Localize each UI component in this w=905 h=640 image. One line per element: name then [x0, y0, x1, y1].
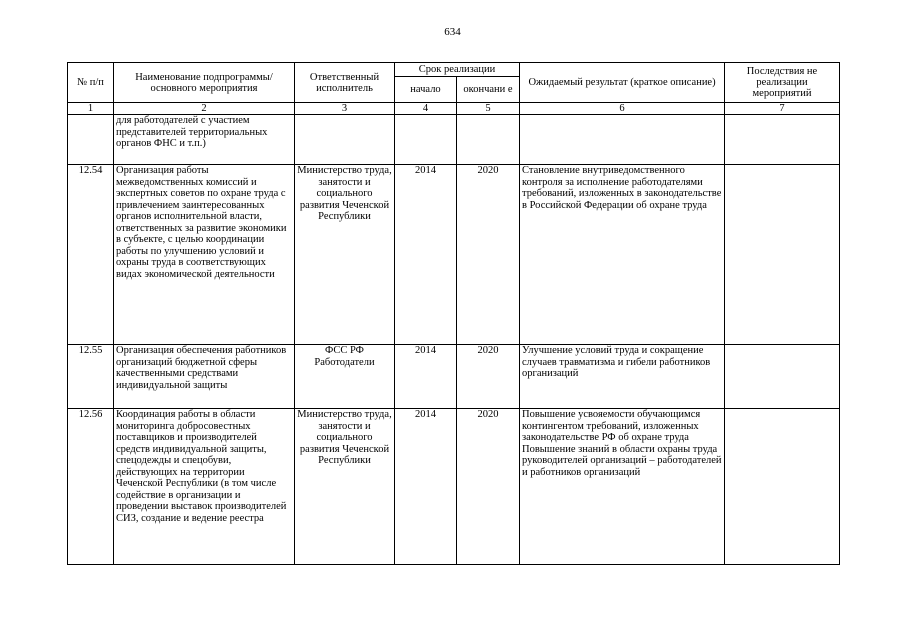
row-result: [520, 115, 725, 165]
column-number: 7: [725, 103, 840, 115]
row-result: Становление внутриведомственного контроля за исполнение работодателями требований, изложенных в законодательстве в Российской Федерации об охране труда: [520, 165, 725, 345]
row-start: 2014: [395, 409, 457, 565]
column-number: 3: [295, 103, 395, 115]
row-consequences: [725, 165, 840, 345]
table-row: [68, 345, 840, 409]
row-name: Организация обеспечения работников организаций бюджетной сферы качественными средствами индивидуальной защиты: [114, 345, 295, 409]
row-start: 2014: [395, 345, 457, 409]
row-num: [68, 115, 114, 165]
header-num: № п/п: [68, 63, 114, 103]
row-end: 2020: [457, 165, 520, 345]
header-period: Срок реализации: [395, 63, 520, 77]
row-executor: ФСС РФ Работодатели: [295, 345, 395, 409]
row-name: Координация работы в области мониторинга добросовестных поставщиков и производителей средств индивидуальной защиты, спецодежды и спецобуви, действующих на территории Чеченской Республики (в том числе содействие в организации и проведении выставок производителей СИЗ, создание и ведение реестра: [114, 409, 295, 565]
row-executor: [295, 115, 395, 165]
column-number: 6: [520, 103, 725, 115]
row-consequences: [725, 409, 840, 565]
column-number: 5: [457, 103, 520, 115]
row-end: 2020: [457, 345, 520, 409]
column-number: 2: [114, 103, 295, 115]
row-result: Улучшение условий труда и сокращение случаев травматизма и гибели работников организаций: [520, 345, 725, 409]
row-result: Повышение усвояемости обучающимся контингентом требований, изложенных законодательстве РФ об охране труда Повышение знаний в области охраны труда руководителей организаций – работодателей и работников организаций: [520, 409, 725, 565]
header-result: Ожидаемый результат (краткое описание): [520, 63, 725, 103]
header-executor: Ответственный исполнитель: [295, 63, 395, 103]
row-executor: Министерство труда, занятости и социального развития Чеченской Республики: [295, 165, 395, 345]
row-num: 12.56: [68, 409, 114, 565]
table-row: [68, 115, 840, 165]
row-executor: Министерство труда, занятости и социального развития Чеченской Республики: [295, 409, 395, 565]
row-end: [457, 115, 520, 165]
header-name: Наименование подпрограммы/ основного мероприятия: [114, 63, 295, 103]
program-activities-table: [67, 62, 840, 565]
row-end: 2020: [457, 409, 520, 565]
table-row: [68, 409, 840, 565]
row-start: 2014: [395, 165, 457, 345]
header-end: окончани е: [457, 77, 520, 103]
row-consequences: [725, 345, 840, 409]
row-num: 12.55: [68, 345, 114, 409]
column-number: 4: [395, 103, 457, 115]
table-row: [68, 165, 840, 345]
row-name: для работодателей с участием представителей территориальных органов ФНС и т.п.): [114, 115, 295, 165]
row-name: Организация работы межведомственных комиссий и экспертных советов по охране труда с привлечением заинтересованных органов исполнительной власти, ответственных за развитие экономики в субъекте, с целью координации работы по улучшению условий и охраны труда в соответствующих видах экономической деятельности: [114, 165, 295, 345]
header-consequences: Последствия не реализации мероприятий: [725, 63, 840, 103]
column-number: 1: [68, 103, 114, 115]
page-number: 634: [444, 26, 461, 38]
row-start: [395, 115, 457, 165]
row-num: 12.54: [68, 165, 114, 345]
header-start: начало: [395, 77, 457, 103]
row-consequences: [725, 115, 840, 165]
